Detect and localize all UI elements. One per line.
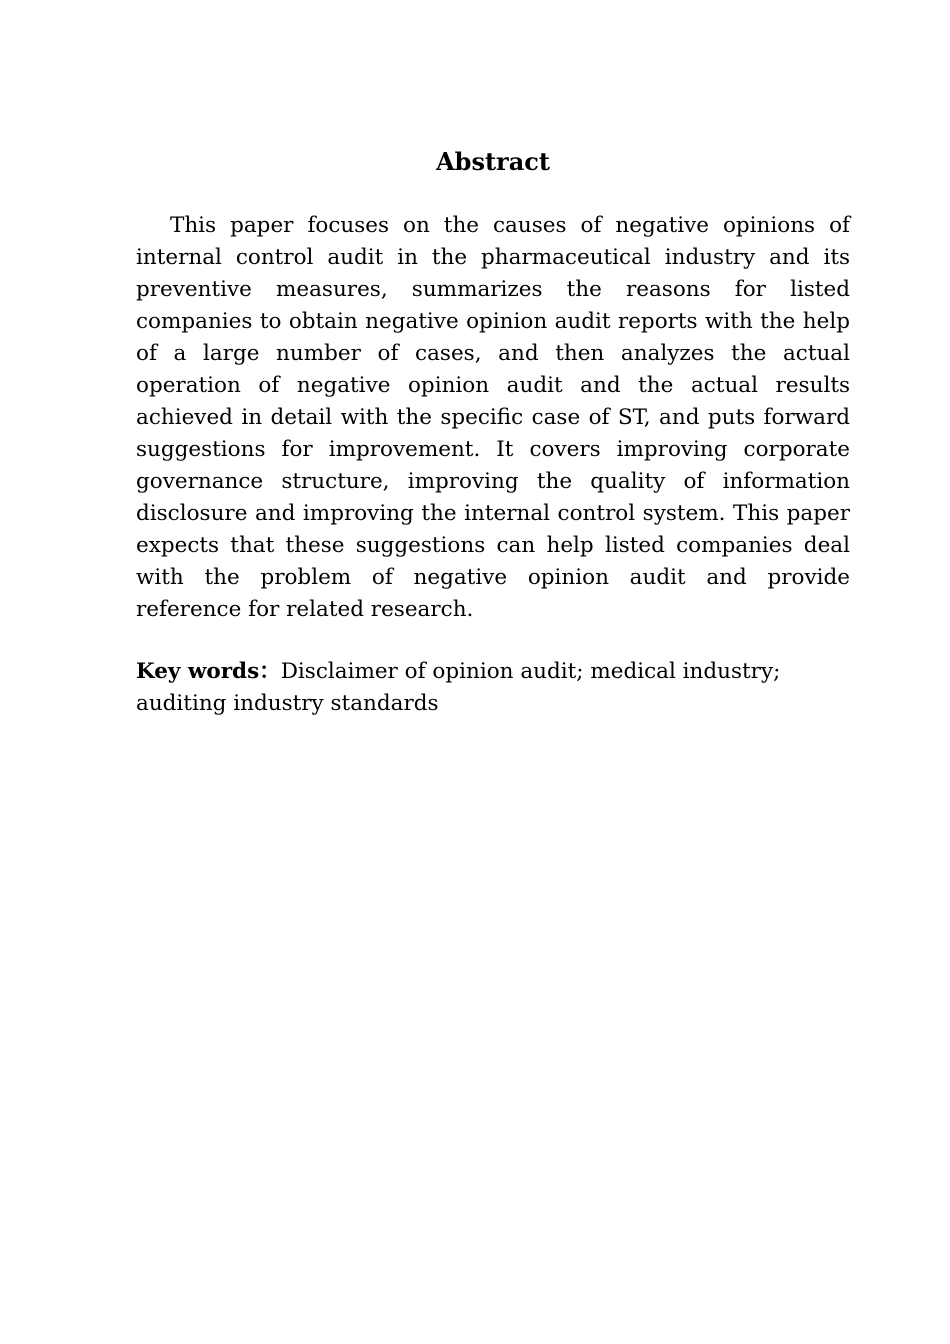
keywords-line-1: Disclaimer of opinion audit; medical industry; xyxy=(280,659,781,684)
abstract-title: Abstract xyxy=(436,147,550,176)
abstract-paragraph: This paper focuses on the causes of negative opinions of internal control audit in the pharmaceutical industry and its preventive measures, summarizes the reasons for listed companies to obtain negative opinion audit reports with the help of a large number of cases, and then analyzes the actual operation of negative opinion audit and the actual results achieved in detail with the specific case of ST, and puts forward suggestions for improvement. It covers improving corporate governance structure, improving the quality of information disclosure and improving the internal control system. This paper expects that these suggestions can help listed companies deal with the problem of negative opinion audit and provide reference for related research. xyxy=(136,213,850,622)
keywords-line-2: auditing industry standards xyxy=(136,691,439,716)
keywords-section xyxy=(136,656,850,720)
keywords-label: Key words： xyxy=(136,659,281,684)
